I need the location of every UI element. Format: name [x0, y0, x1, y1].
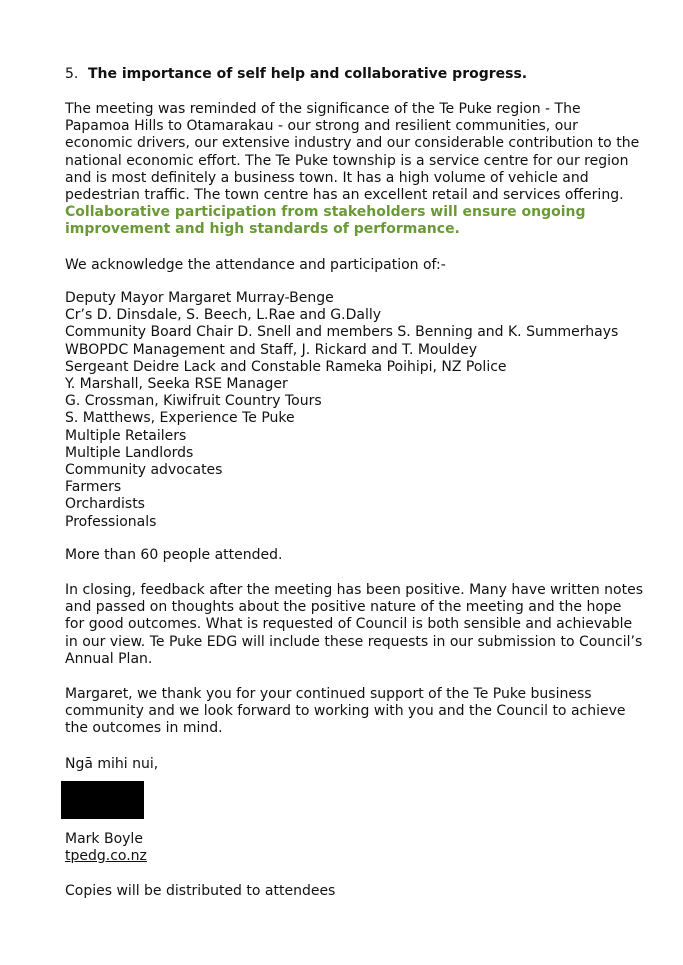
closing-paragraph: In closing, feedback after the meeting has been positive. Many have written notes and passed on thoughts about the positive nature of the meeting and the hope for good outcomes. What is requested of Council is both sensible and achievable in our view. Te Puke EDG will include these requests in our submission to Council’s Annual Plan.	[65, 582, 644, 667]
attendee-item: Farmers	[65, 479, 122, 496]
attendee-item: Sergeant Deidre Lack and Constable Rameka Poihipi, NZ Police	[65, 358, 507, 375]
attendance-count: More than 60 people attended.	[65, 547, 283, 563]
greeting: Ngā mihi nui,	[65, 756, 159, 772]
attendee-item: Multiple Landlords	[65, 444, 194, 461]
intro-text: The meeting was reminded of the significance of the Te Puke region - The Papamoa Hills to Otamarakau - our strong and resilient communities, our economic drivers, our extensive industry and our considerable contribution to the national economic effort. The Te Puke township is a service centre for our region and is most definitely a business town. It has a high volume of vehicle and pedestrian traffic. The town centre has an excellent retail and services offering.	[65, 101, 640, 204]
signatory-name: Mark Boyle	[65, 831, 143, 847]
attendee-item: WBOPDC Management and Staff, J. Rickard and T. Mouldey	[65, 341, 478, 358]
distribution-note: Copies will be distributed to attendees	[65, 883, 336, 899]
section-heading	[65, 66, 527, 83]
section-number: 5.	[65, 66, 79, 82]
attendee-item: Y. Marshall, Seeka RSE Manager	[65, 376, 288, 393]
attendee-item: Orchardists	[65, 496, 145, 513]
attendee-list	[65, 290, 645, 531]
website-link[interactable]: tpedg.co.nz	[65, 848, 147, 864]
attendee-item: Cr’s D. Dinsdale, S. Beech, L.Rae and G.Dally	[65, 307, 382, 324]
intro-paragraph	[65, 101, 645, 239]
redacted-signature-block	[61, 781, 144, 819]
attendee-item: Professionals	[65, 513, 157, 530]
attendee-item: G. Crossman, Kiwifruit Country Tours	[65, 393, 322, 410]
attendee-item: S. Matthews, Experience Te Puke	[65, 410, 295, 427]
attendee-item: Deputy Mayor Margaret Murray-Benge	[65, 290, 334, 306]
attendee-item: Community advocates	[65, 462, 223, 479]
signature-link-line	[65, 848, 645, 865]
thanks-paragraph: Margaret, we thank you for your continued support of the Te Puke business community and we look forward to working with you and the Council to achieve the outcomes in mind.	[65, 686, 626, 737]
attendee-item: Community Board Chair D. Snell and members S. Benning and K. Summerhays	[65, 324, 619, 341]
attendee-item: Multiple Retailers	[65, 427, 187, 444]
acknowledgement-line: We acknowledge the attendance and participation of:-	[65, 257, 446, 273]
intro-highlight: Collaborative participation from stakeholders will ensure ongoing improvement and high standards of performance.	[65, 204, 586, 238]
section-title: The importance of self help and collaborative progress.	[88, 66, 528, 82]
